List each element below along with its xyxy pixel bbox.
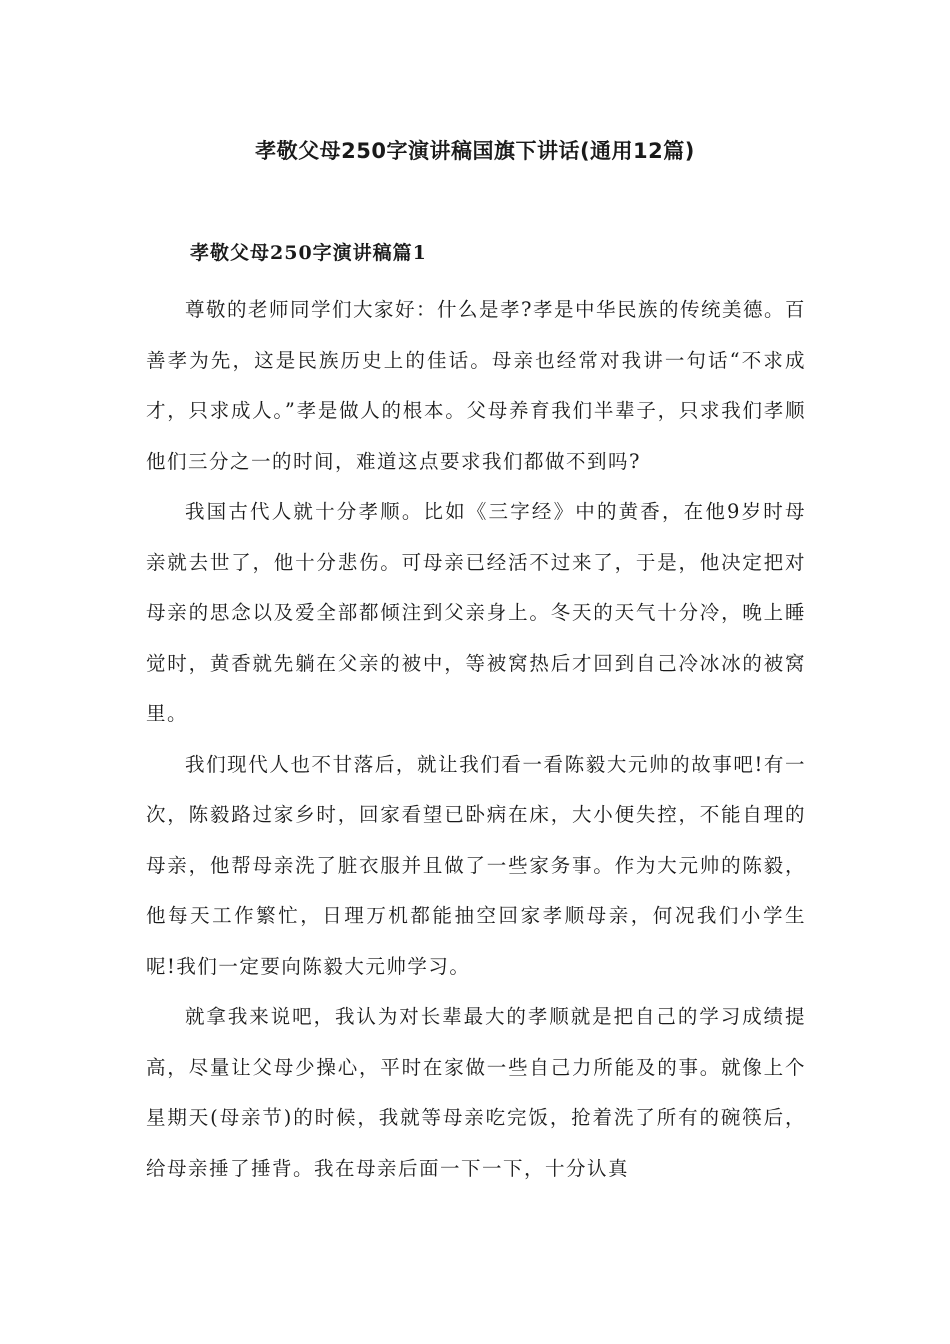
body-text — [146, 285, 806, 1194]
paragraph-2: 我国古代人就十分孝顺。比如《三字经》中的黄香，在他9岁时母亲就去世了，他十分悲伤。可母亲已经活不过来了，于是，他决定把对母亲的思念以及爱全部都倾注到父亲身上。冬天的天气十分冷，晚上睡觉时，黄香就先躺在父亲的被中，等被窝热后才回到自己冷冰冰的被窝里。 — [146, 500, 806, 725]
document-title: 孝敬父母250字演讲稿国旗下讲话(通用12篇) — [255, 139, 695, 163]
section-heading: 孝敬父母250字演讲稿篇1 — [190, 242, 427, 264]
paragraph-4: 就拿我来说吧，我认为对长辈最大的孝顺就是把自己的学习成绩提高，尽量让父母少操心，平时在家做一些自己力所能及的事。就像上个星期天(母亲节)的时候，我就等母亲吃完饭，抢着洗了所有的碗筷后，给母亲捶了捶背。我在母亲后面一下一下，十分认真 — [146, 1005, 806, 1180]
paragraph-3: 我们现代人也不甘落后，就让我们看一看陈毅大元帅的故事吧!有一次，陈毅路过家乡时，回家看望已卧病在床，大小便失控，不能自理的母亲，他帮母亲洗了脏衣服并且做了一些家务事。作为大元帅的陈毅，他每天工作繁忙，日理万机都能抽空回家孝顺母亲，何况我们小学生呢!我们一定要向陈毅大元帅学习。 — [146, 752, 806, 978]
paragraph-1: 尊敬的老师同学们大家好：什么是孝?孝是中华民族的传统美德。百善孝为先，这是民族历史上的佳话。母亲也经常对我讲一句话“不求成才，只求成人。”孝是做人的根本。父母养育我们半辈子，只求我们孝顺他们三分之一的时间，难道这点要求我们都做不到吗? — [146, 298, 806, 473]
